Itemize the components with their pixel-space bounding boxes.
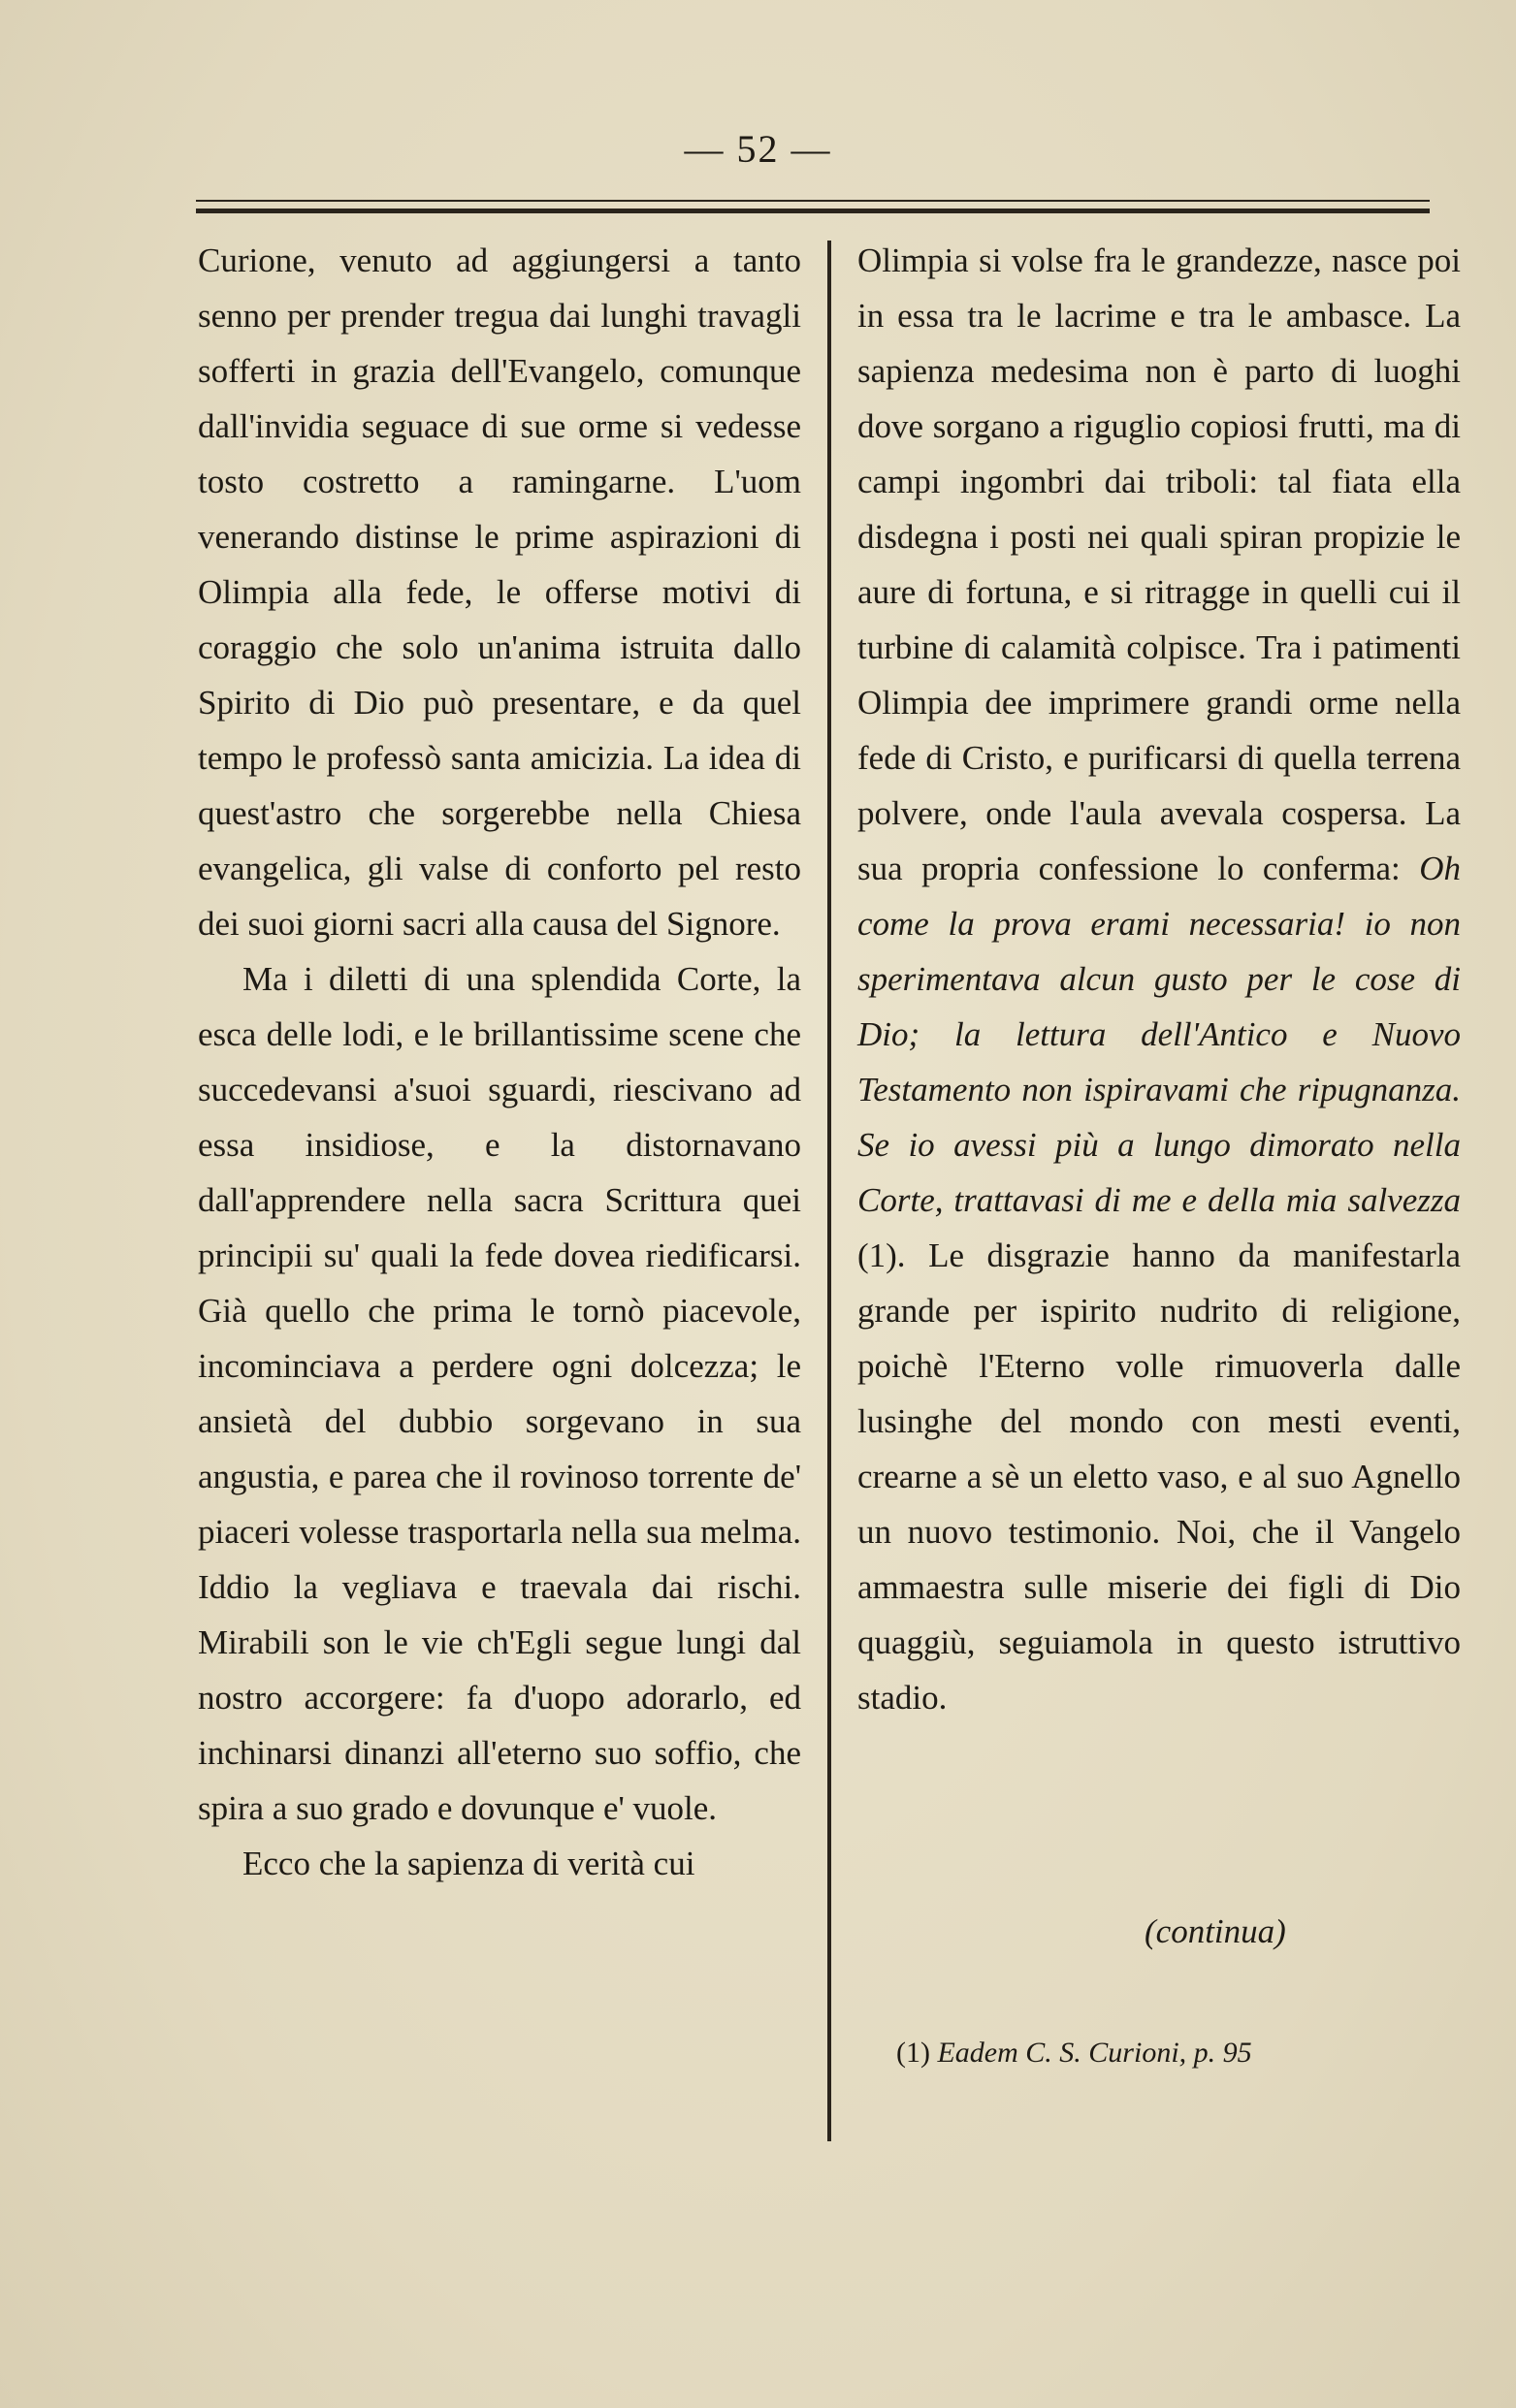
page-number: — 52 — bbox=[684, 127, 832, 171]
footnote-reference: (1). bbox=[857, 1236, 929, 1274]
left-column bbox=[198, 233, 801, 1891]
paragraph-text: Le disgrazie hanno da manifestarla grande per ispirito nudrito di religione, poichè l'Eterno volle rimuoverla dalle lusinghe del mondo con mesti eventi, crearne a sè un eletto vaso, e al suo Agnello un nuovo testimonio. Noi, che il Vangelo ammaestra sulle miserie dei figli di Dio quaggiù, seguiamola in questo istruttivo stadio. bbox=[857, 1236, 1461, 1717]
right-column bbox=[857, 233, 1461, 1725]
paragraph: Curione, venuto ad aggiungersi a tanto senno per prender tregua dai lunghi travagli sofferti in grazia dell'Evangelo, comunque dall'invidia seguace di sue orme si vedesse tosto costretto a ramingarne. L'uom venerando distinse le prime aspirazioni di Olimpia alla fede, le offerse motivi di coraggio che solo un'anima istruita dallo Spirito di Dio può presentare, e da quel tempo le professò santa amicizia. La idea di quest'astro che sorgerebbe nella Chiesa evangelica, gli valse di conforto pel resto dei suoi giorni sacri alla causa del Signore. bbox=[198, 241, 801, 943]
column-divider bbox=[827, 241, 831, 2141]
footnote bbox=[896, 2037, 1252, 2070]
paragraph: Ma i diletti di una splendida Corte, la esca delle lodi, e le brillantissime scene che succedevansi a'suoi sguardi, riescivano ad essa insidiose, e la distornavano dall'apprendere nella sacra Scrittura quei principii su' quali la fede dovea riedificarsi. Già quello che prima le tornò piacevole, incominciava a perdere ogni dolcezza; le ansietà del dubbio sorgevano in sua angustia, e parea che il rovinoso torrente de' piaceri volesse trasportarla nella sua melma. Iddio la vegliava e traevala dai rischi. Mirabili son le vie ch'Egli segue lungi dal nostro accorgere: fa d'uopo adorarlo, ed inchinarsi dinanzi all'eterno suo soffio, che spira a suo grado e dovunque e' vuole. bbox=[198, 960, 801, 1827]
header-rule bbox=[196, 200, 1430, 213]
paragraph-text: Olimpia si volse fra le grandezze, nasce poi in essa tra le lacrime e tra le ambasce. La sapienza medesima non è parto di luoghi dove sorgano a riguglio copiosi frutti, ma di campi ingombri dai triboli: tal fiata ella disdegna i posti nei quali spiran propizie le aure di fortuna, e si ritragge in quelli cui il turbine di calamità colpisce. Tra i patimenti Olimpia dee imprimere grandi orme nella fede di Cristo, e purificarsi di quella terrena polvere, onde l'aula avevala cospersa. La sua propria confessione lo conferma: bbox=[857, 241, 1461, 887]
footnote-number: (1) bbox=[896, 2037, 930, 2069]
paragraph bbox=[857, 233, 1461, 1725]
continua-note: (continua) bbox=[1145, 1912, 1286, 1950]
paragraph: Ecco che la sapienza di verità cui bbox=[242, 1845, 695, 1882]
quotation: Oh come la prova erami necessaria! io non sperimentava alcun gusto per le cose di Dio; la lettura dell'Antico e Nuovo Testamento non ispiravami che ripugnanza. Se io avessi più a lungo dimorato nella Corte, trattavasi di me e della mia salvezza bbox=[857, 850, 1461, 1219]
footnote-text: Eadem C. S. Curioni, p. 95 bbox=[929, 2037, 1252, 2069]
